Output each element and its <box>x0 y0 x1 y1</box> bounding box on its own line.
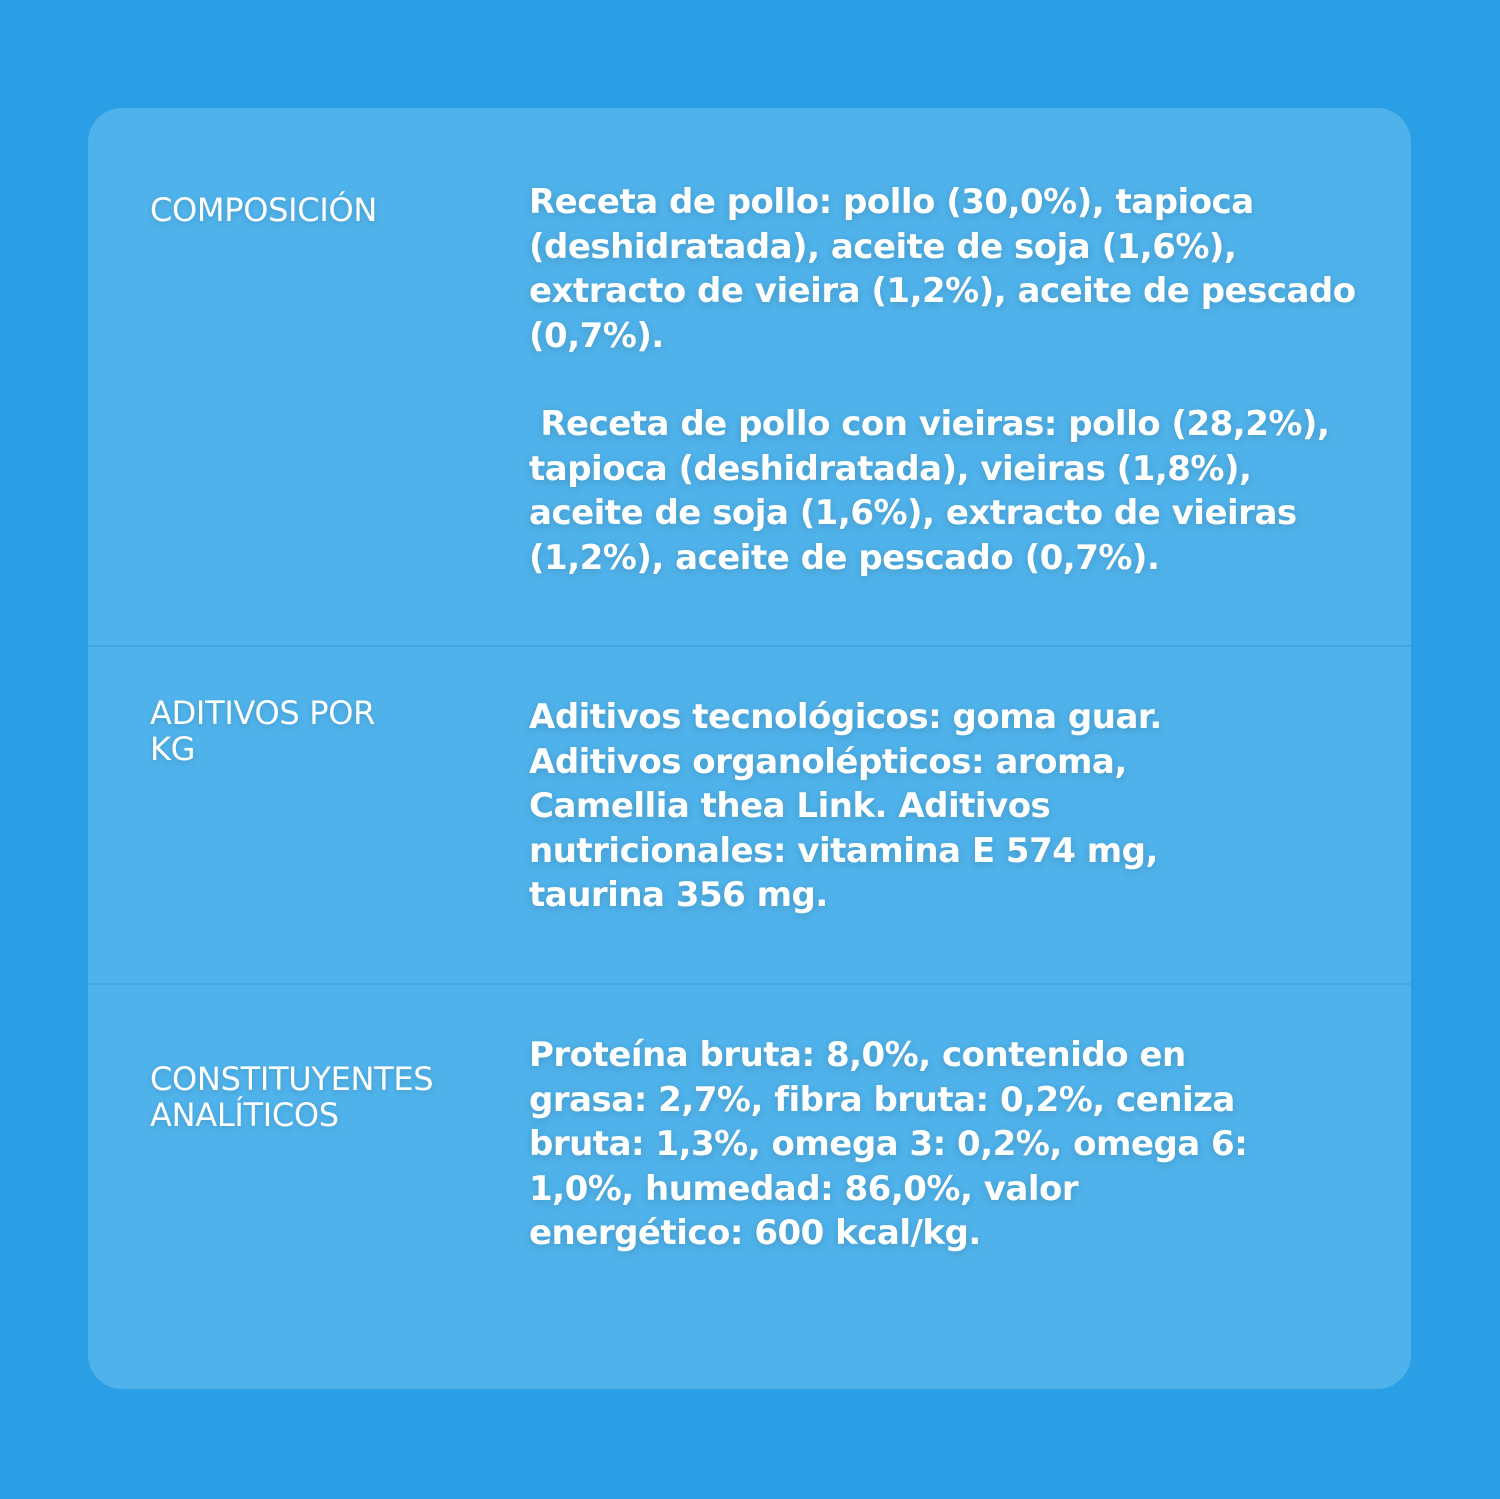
section-label: ADITIVOS POR KG <box>150 694 376 768</box>
section-aditivos <box>88 647 1411 983</box>
section-content <box>529 695 1229 918</box>
content-paragraph: Proteína bruta: 8,0%, contenido en grasa: 2,7%, fibra bruta: 0,2%, ceniza bruta: 1,3%, omega 3: 0,2%, omega 6: 1,0%, humedad: 86,0%, valor energético: 600 kcal/kg. <box>529 1035 1248 1253</box>
content-paragraph: Aditivos tecnológicos: goma guar. Aditivos organolépticos: aroma, Camellia thea Link. Aditivos nutricionales: vitamina E 574 mg, taurina 356 mg. <box>529 697 1162 915</box>
section-composicion <box>88 108 1411 645</box>
section-content <box>529 180 1359 580</box>
content-paragraph: Receta de pollo con vieiras: pollo (28,2%), tapioca (deshidratada), vieiras (1,8%), aceite de soja (1,6%), extracto de vieiras (1,2%), aceite de pescado (0,7%). <box>529 404 1341 578</box>
info-panel <box>88 108 1411 1389</box>
section-constituyentes <box>88 985 1411 1389</box>
content-paragraph: Receta de pollo: pollo (30,0%), tapioca (deshidratada), aceite de soja (1,6%), extracto de vieira (1,2%), aceite de pescado (0,7%). <box>529 182 1356 356</box>
section-label: CONSTITUYENTES ANALÍTICOS <box>150 1060 434 1134</box>
section-content <box>529 1033 1299 1256</box>
section-label: COMPOSICIÓN <box>150 191 377 229</box>
